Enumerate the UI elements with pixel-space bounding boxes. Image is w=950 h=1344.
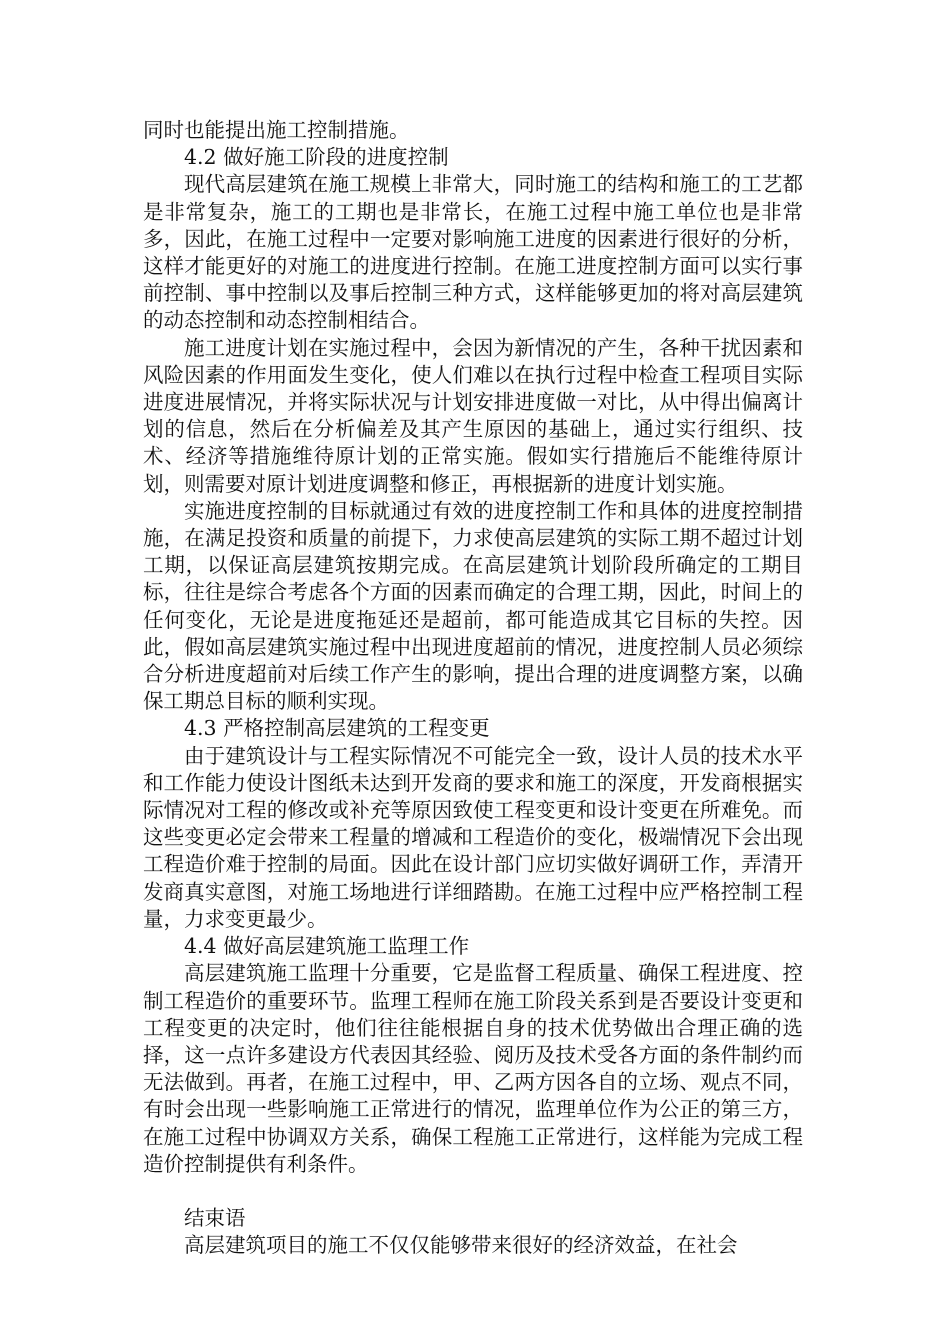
paragraph: 高层建筑施工监理十分重要，它是监督工程质量、确保工程进度、控制工程造价的重要环节。监理工程师在施工阶段关系到是否要设计变更和工程变更的决定时，他们往往能根据自身的技术优势做出合理正确的选择，这一点许多建设方代表因其经验、阅历及技术受各方面的条件制约而无法做到。再者，在施工过程中，甲、乙两方因各自的立场、观点不同，有时会出现一些影响施工正常进行的情况，监理单位作为公正的第三方，在施工过程中协调双方关系，确保工程施工正常进行，这样能为完成工程造价控制提供有利条件。 xyxy=(143,961,803,1176)
section-heading-conclusion: 结束语 xyxy=(184,1206,246,1231)
paragraph: 实施进度控制的目标就通过有效的进度控制工作和具体的进度控制措施，在满足投资和质量的前提下，力求使高层建筑的实际工期不超过计划工期，以保证高层建筑按期完成。在高层建筑计划阶段所确定的工期目标，往往是综合考虑各个方面的因素而确定的合理工期，因此，时间上的任何变化，无论是进度拖延还是超前，都可能造成其它目标的失控。因此，假如高层建筑实施过程中出现进度超前的情况，进度控制人员必须综合分析进度超前对后续工作产生的影响，提出合理的进度调整方案，以确保工期总目标的顺利实现。 xyxy=(143,498,803,714)
section-heading-4-2: 4.2 做好施工阶段的进度控制 xyxy=(184,145,449,170)
paragraph: 施工进度计划在实施过程中，会因为新情况的产生，各种干扰因素和风险因素的作用面发生变化，使人们难以在执行过程中检查工程项目实际进度进展情况，并将实际状况与计划安排进度做一对比，从中得出偏离计划的信息，然后在分析偏差及其产生原因的基础上，通过实行组织、技术、经济等措施维待原计划的正常实施。假如实行措施后不能维待原计划，则需要对原计划进度调整和修正，再根据新的进度计划实施。 xyxy=(143,335,803,496)
paragraph: 现代高层建筑在施工规模上非常大，同时施工的结构和施工的工艺都是非常复杂，施工的工期也是非常长，在施工过程中施工单位也是非常多，因此，在施工过程中一定要对影响施工进度的因素进行很好的分析，这样才能更好的对施工的进度进行控制。在施工进度控制方面可以实行事前控制、事中控制以及事后控制三种方式，这样能够更加的将对高层建筑的动态控制和动态控制相结合。 xyxy=(143,172,803,333)
section-heading-4-4: 4.4 做好高层建筑施工监理工作 xyxy=(184,934,470,959)
section-heading-4-3: 4.3 严格控制高层建筑的工程变更 xyxy=(184,716,490,741)
paragraph-continued: 同时也能提出施工控制措施。 xyxy=(143,118,410,142)
paragraph: 高层建筑项目的施工不仅仅能够带来很好的经济效益，在社会 xyxy=(184,1233,738,1258)
document-body xyxy=(143,117,803,1260)
paragraph: 由于建筑设计与工程实际情况不可能完全一致，设计人员的技术水平和工作能力使设计图纸未达到开发商的要求和施工的深度，开发商根据实际情况对工程的修改或补充等原因致使工程变更和设计变更在所难免。而这些变更必定会带来工程量的增减和工程造价的变化，极端情况下会出现工程造价难于控制的局面。因此在设计部门应切实做好调研工作，弄清开发商真实意图，对施工场地进行详细踏勘。在施工过程中应严格控制工程量，力求变更最少。 xyxy=(143,743,803,931)
blank-line xyxy=(143,1178,803,1205)
